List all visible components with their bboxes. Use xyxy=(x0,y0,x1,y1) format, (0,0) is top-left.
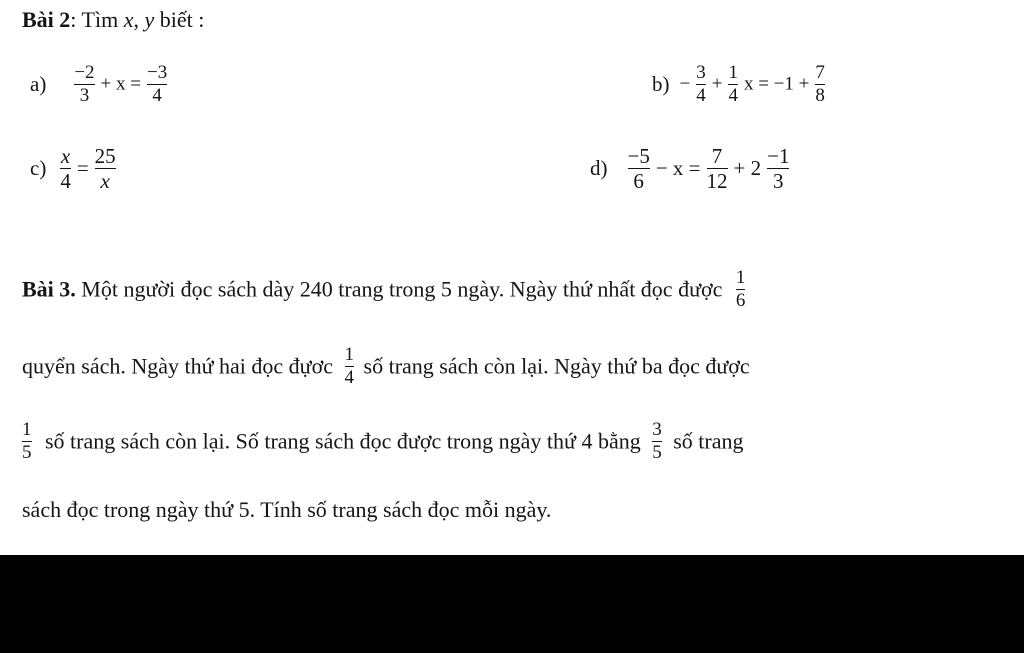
operator-text: + x = xyxy=(100,73,141,95)
fraction xyxy=(707,145,728,192)
fraction xyxy=(767,145,789,192)
fraction xyxy=(696,63,706,106)
fraction xyxy=(95,145,116,192)
numerator: 1 xyxy=(344,344,355,365)
fraction xyxy=(147,63,167,106)
text-line: sách đọc trong ngày thứ 5. Tính số trang sách đọc mỗi ngày. xyxy=(22,497,552,522)
var-x: x xyxy=(123,7,134,32)
problem-3-line-4 xyxy=(22,497,551,523)
fraction xyxy=(815,63,825,106)
heading-sep: , xyxy=(133,7,145,32)
numerator: 25 xyxy=(94,144,116,168)
var-y: y xyxy=(144,7,155,32)
text-line: Một người đọc sách dày 240 trang trong 5 ngày. Ngày thứ nhất đọc được xyxy=(75,276,723,302)
minus-sign: − xyxy=(679,73,691,95)
label-b: b) xyxy=(652,71,670,96)
operator-text: + 2 xyxy=(733,156,762,181)
denominator: 8 xyxy=(815,84,825,106)
denominator: 6 xyxy=(633,169,644,194)
label-a: a) xyxy=(30,71,47,96)
numerator: 3 xyxy=(696,62,706,83)
numerator: 3 xyxy=(652,419,662,440)
numerator: −3 xyxy=(146,62,168,83)
numerator: 7 xyxy=(815,62,825,83)
fraction xyxy=(736,268,746,311)
denominator: 3 xyxy=(773,169,784,194)
operator-text: − x = xyxy=(655,156,701,181)
fraction xyxy=(652,420,662,463)
text-line: số trang sách còn lại. Ngày thứ ba đọc được xyxy=(363,353,750,379)
problem-3-label: Bài 3. xyxy=(22,276,76,302)
numerator: 1 xyxy=(728,62,738,83)
label-c: c) xyxy=(30,156,47,181)
problem-3-line-3 xyxy=(22,420,744,463)
numerator: 7 xyxy=(711,144,723,168)
denominator: 4 xyxy=(344,366,355,388)
problem-2-label: Bài 2 xyxy=(22,7,71,32)
numerator: x xyxy=(60,144,71,168)
text-line: quyển sách. Ngày thứ hai đọc đựơc xyxy=(22,353,334,379)
text-line: số trang xyxy=(673,428,744,454)
numerator: 1 xyxy=(735,267,746,288)
heading-text: : Tìm xyxy=(70,7,124,32)
denominator: 6 xyxy=(735,289,746,311)
fraction xyxy=(628,145,650,192)
fraction xyxy=(728,63,738,106)
operator-text: x = −1 + xyxy=(743,73,810,95)
equation-b xyxy=(652,63,827,106)
fraction xyxy=(345,345,355,388)
denominator: 4 xyxy=(728,84,738,106)
problem-2-heading xyxy=(22,7,204,33)
numerator: −2 xyxy=(74,62,95,83)
equation-c xyxy=(30,145,118,192)
heading-end: biết : xyxy=(154,7,205,32)
numerator: −1 xyxy=(767,144,790,168)
numerator: 1 xyxy=(22,419,32,440)
plus-sign: + xyxy=(711,73,723,95)
problem-3-line-1 xyxy=(22,268,747,311)
denominator: 4 xyxy=(696,84,706,106)
fraction xyxy=(74,63,94,106)
denominator: 12 xyxy=(706,169,728,194)
black-bottom-band xyxy=(0,555,1024,653)
denominator: x xyxy=(100,169,110,194)
denominator: 4 xyxy=(152,84,162,106)
denominator: 3 xyxy=(79,84,90,106)
text-line: số trang sách còn lại. Số trang sách đọc được trong ngày thứ 4 bằng xyxy=(45,428,641,454)
equals-sign: = xyxy=(76,156,89,181)
fraction xyxy=(60,145,71,192)
label-d: d) xyxy=(590,156,608,181)
denominator: 4 xyxy=(60,169,71,194)
equation-d xyxy=(590,145,791,192)
equation-a xyxy=(30,63,169,106)
fraction xyxy=(22,420,32,463)
denominator: 5 xyxy=(652,441,662,463)
problem-3-line-2 xyxy=(22,345,750,388)
denominator: 5 xyxy=(22,441,32,463)
numerator: −5 xyxy=(627,144,650,168)
